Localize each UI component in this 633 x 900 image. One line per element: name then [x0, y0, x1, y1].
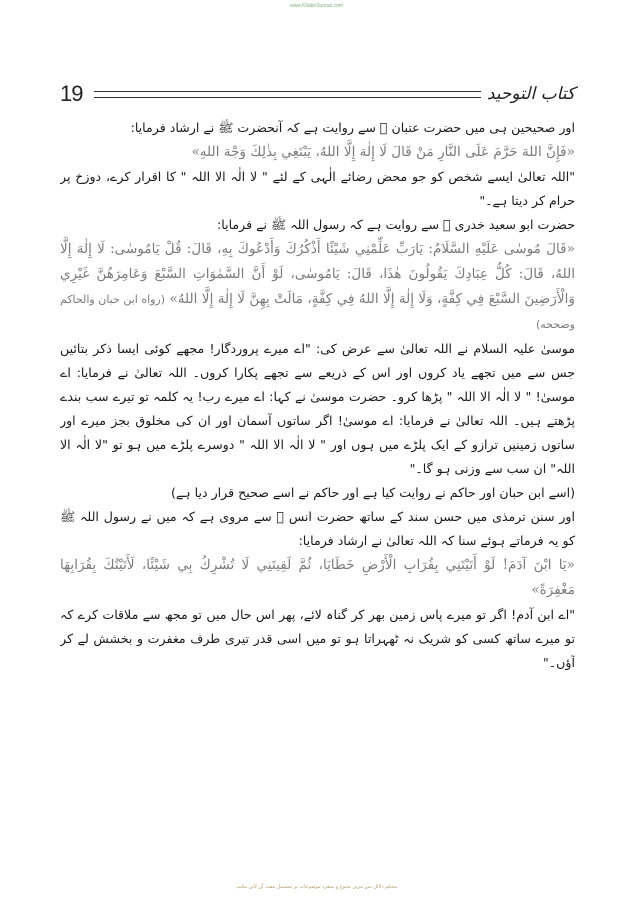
arabic-hadith-3: «يَا ابْنَ آدَمَ! لَوْ أَتَيْتَنِي بِقُرَابِ الْأَرْضِ خَطَايَا، ثُمَّ لَقِيتَنِي لَا تُشْرِكُ بِي شَيْئًا، لَأَتَيْتُكَ بِقُرَابِهَا مَغْفِرَةً»	[60, 557, 575, 598]
page-body	[60, 116, 575, 846]
paragraph-7: "اے ابن آدم! اگر تو میرے پاس زمین بھر کر گناہ لائے، پھر اس حال میں تو مجھ سے ملاقات کرے کہ تو میرے ساتھ کسی کو شریک نہ ٹھہراتا ہو تو میں اسی قدر تیری طرف مغفرت و بخشش لے کر آؤں۔"	[60, 607, 575, 670]
arabic-hadith-2-text: «قَالَ مُوسٰى عَلَيْهِ السَّلَامُ: يَارَبِّ عَلِّمْنِي شَيْئًا أَذْكُرُكَ وَأَدْعُوكَ بِهِ، قَالَ: قُلْ يَامُوسٰى: لَا إِلٰهَ إِلَّا اللهُ، قَالَ: كُلُّ عِبَادِكَ يَقُولُونَ هٰذَا، قَالَ: يَامُوسٰى، لَوْ أَنَّ السَّمٰوَاتِ السَّبْعَ وَعَامِرَهُنَّ غَيْرِي وَالْأَرَضِينَ السَّبْعَ فِي كِفَّةٍ، وَلَا إِلٰهَ إِلَّا اللهُ فِي كِفَّةٍ، مَالَتْ بِهِنَّ لَا إِلٰهَ إِلَّا اللهُ»	[60, 241, 575, 307]
footer-note: محکم دلائل سے مزین متنوع و منفرد موضوعات پر مشتمل مفت آن لائن مکتبہ	[235, 884, 398, 890]
page-number: 19	[60, 81, 83, 106]
paragraph-3: حضرت ابو سعید خدری ﷜ سے روایت ہے کہ رسول اللہ ﷺ نے فرمایا:	[217, 217, 575, 232]
source-url: www.KitaboSunnat.com	[290, 3, 343, 9]
paragraph-6: اور سنن ترمذی میں حسن سند کے ساتھ حضرت انس ﷜ سے مروی ہے کہ میں نے رسول اللہ ﷺ کو یہ فرماتے ہوئے سنا کہ اللہ تعالیٰ نے ارشاد فرمایا:	[60, 509, 575, 548]
paragraph-4: موسیٰ علیہ السلام نے اللہ تعالیٰ سے عرض کی: "اے میرے پروردگار! مجھے کوئی ایسا ذکر بتائیں جس سے میں تجھے یاد کروں اور اس کے ذریعے سے تجھے پکارا کروں۔ اللہ تعالیٰ نے فرمایا: اے موسیٰ! " لا الٰہ الا اللہ " پڑھا کرو۔ حضرت موسیٰ نے کہا: اے میرے رب! یہ کلمہ تو تیرے سب بندے پڑھتے ہیں۔ اللہ تعالیٰ نے فرمایا: اے موسیٰ! اگر ساتوں آسمان اور ان کی مخلوق بجز میرے اور ساتوں زمینیں ترازو کے ایک پلڑے میں ہوں اور " لا الٰہ الا اللہ " دوسرے پلڑے میں ہو تو "لا الٰہ الا اللہ" ان سب سے وزنی ہو گا۔"	[60, 341, 575, 476]
arabic-hadith-1: «فَإِنَّ اللهَ حَرَّمَ عَلَى النَّارِ مَنْ قَالَ لَا إِلٰهَ إِلَّا اللهُ، يَبْتَغِي بِذٰلِكَ وَجْهَ اللهِ»	[191, 144, 575, 160]
page-header	[60, 80, 575, 108]
header-rule	[94, 91, 481, 98]
paragraph-5: (اسے ابن حبان اور حاکم نے روایت کیا ہے اور حاکم نے اسے صحیح قرار دیا ہے)	[170, 485, 575, 500]
hadith-reference: (رواه ابن حبان والحاكم وصححه)	[60, 293, 575, 331]
paragraph-1: اور صحیحین ہی میں حضرت عتبان ﷜ سے روایت ہے کہ آنحضرت ﷺ نے ارشاد فرمایا:	[130, 120, 575, 135]
book-title: کتاب التوحید	[486, 84, 575, 104]
arabic-hadith-2	[60, 237, 575, 337]
paragraph-2: "اللہ تعالیٰ ایسے شخص کو جو محض رضائے الٰہی کے لئے " لا الٰہ الا اللہ " کا اقرار کرے، دوزخ پر حرام کر دیتا ہے۔"	[60, 169, 575, 208]
